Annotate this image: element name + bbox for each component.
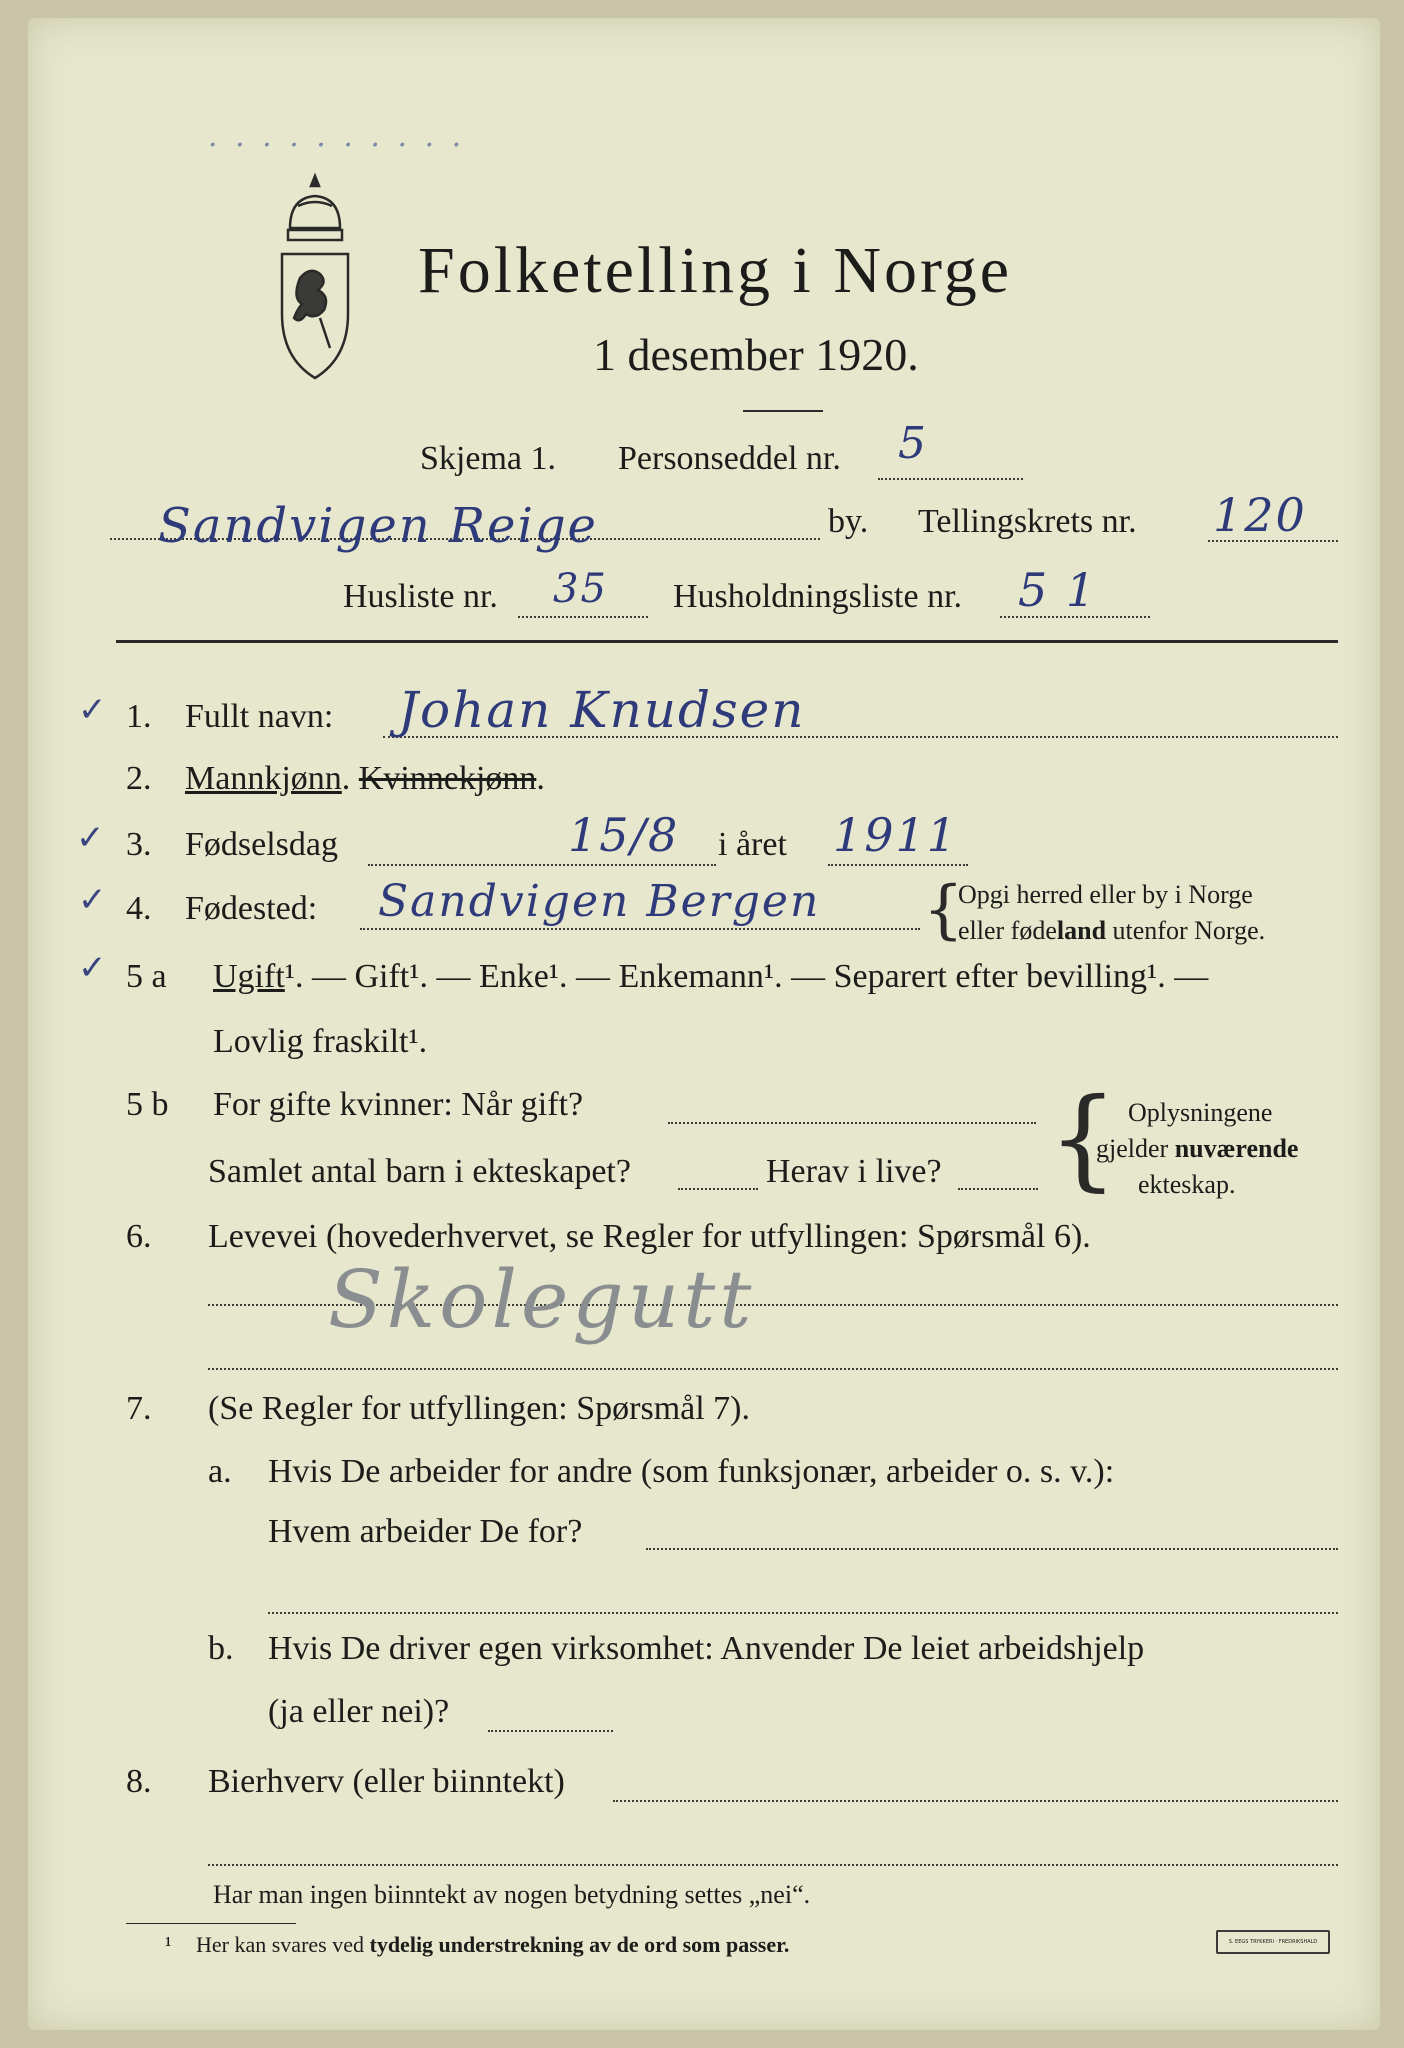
q3-year-field-line [828, 864, 968, 866]
footnote-text-a: Her kan svares ved [196, 1932, 370, 1957]
footer-note: Har man ingen biinntekt av nogen betydning settes „nei“. [213, 1880, 811, 1909]
q5b-married-field-line [668, 1122, 1036, 1124]
q8-number: 8. [126, 1763, 152, 1800]
q5b-note2-bold: nuværende [1174, 1134, 1299, 1163]
q3-number: 3. [126, 826, 152, 863]
q5a-marital-options [213, 958, 1208, 996]
q5b-brace: { [1048, 1074, 1118, 1202]
q7a-line2: Hvem arbeider De for? [268, 1513, 583, 1550]
q4-note-line2 [958, 916, 1265, 946]
q5b-alive-label: Herav i live? [766, 1153, 942, 1190]
q3-birthyear-value[interactable]: 1911 [833, 808, 959, 862]
q4-birthplace-value[interactable]: Sandvigen Bergen [378, 876, 821, 927]
q5b-line1: For gifte kvinner: Når gift? [213, 1086, 584, 1123]
q2-kvinne-option[interactable]: Kvinnekjønn [358, 760, 537, 797]
husholdning-value[interactable]: 5 1 [1018, 563, 1098, 617]
husliste-field-line [518, 616, 648, 618]
husholdning-label: Husholdningsliste nr. [673, 578, 963, 615]
by-label: by. [828, 503, 869, 540]
q6-number: 6. [126, 1218, 152, 1255]
q3-birthdate-value[interactable]: 15/8 [568, 808, 680, 862]
q5a-ugift-option[interactable]: Ugift [213, 958, 285, 995]
q3-year-label: i året [718, 826, 787, 863]
q7a-field-line-1 [646, 1548, 1338, 1550]
q8-field-line-2 [208, 1864, 1338, 1866]
q5b-children-field-line [678, 1188, 758, 1190]
printer-stamp: S. EEGS TRYKKERI · FREDRIKSHALD [1216, 1930, 1330, 1954]
q5b-note3: ekteskap. [1138, 1170, 1236, 1199]
footnote-number: ¹ [165, 1932, 172, 1957]
q2-mann-option[interactable]: Mannkjønn [185, 760, 342, 797]
q4-label: Fødested: [185, 890, 318, 927]
q2-separator: . [341, 760, 359, 797]
q7a-line1: Hvis De arbeider for andre (som funksjonær, arbeider o. s. v.): [268, 1453, 1115, 1490]
husliste-value[interactable]: 35 [553, 566, 608, 612]
q5b-alive-field-line [958, 1188, 1038, 1190]
q4-number: 4. [126, 890, 152, 927]
check-mark-q4: ✓ [78, 880, 107, 920]
q7b-field-line [488, 1730, 613, 1732]
q7a-letter: a. [208, 1453, 232, 1490]
q7-label: (Se Regler for utfyllingen: Spørsmål 7). [208, 1390, 751, 1427]
q2-number: 2. [126, 760, 152, 797]
census-date: 1 desember 1920. [593, 329, 919, 380]
q5b-note1: Oplysningene [1128, 1098, 1273, 1127]
q3-date-field-line [368, 864, 716, 866]
q7b-letter: b. [208, 1630, 234, 1667]
header-separator [116, 640, 1338, 643]
skjema-label: Skjema 1. [420, 440, 556, 477]
footnote-text [196, 1932, 789, 1958]
q7b-line2: (ja eller nei)? [268, 1693, 450, 1730]
q4-note-text-c: utenfor Norge. [1106, 916, 1266, 945]
q4-note-line1: Opgi herred eller by i Norge [958, 880, 1253, 909]
check-mark-q3: ✓ [76, 818, 105, 858]
q3-label: Fødselsdag [185, 826, 338, 863]
q4-note-text-a: eller føde [958, 916, 1057, 945]
q5b-children-label: Samlet antal barn i ekteskapet? [208, 1153, 631, 1190]
q4-field-line [360, 928, 920, 930]
footnote-rule [126, 1923, 296, 1924]
check-mark-q5a: ✓ [78, 948, 107, 988]
q5b-note2 [1096, 1134, 1298, 1164]
q6-label: Levevei (hovederhvervet, se Regler for utfyllingen: Spørsmål 6). [208, 1218, 1091, 1255]
by-value[interactable]: Sandvigen Reige [158, 498, 598, 554]
footnote-text-bold: tydelig understrekning av de ord som passer. [369, 1932, 790, 1957]
husliste-label: Husliste nr. [343, 578, 498, 615]
coat-of-arms-emblem [260, 168, 370, 398]
tellingskrets-label: Tellingskrets nr. [918, 503, 1137, 540]
q4-note-text-bold: land [1056, 916, 1107, 945]
q1-full-name-value[interactable]: Johan Knudsen [398, 681, 806, 739]
q6-field-line-2 [208, 1368, 1338, 1370]
q5a-number: 5 a [126, 958, 167, 995]
q8-field-line-1 [613, 1800, 1338, 1802]
personseddel-label: Personseddel nr. [618, 440, 841, 477]
q5a-other-options[interactable]: . — Gift¹. — Enke¹. — Enkemann¹. — Separert efter bevilling¹. — [294, 958, 1209, 995]
q5b-note2-text: gjelder [1096, 1134, 1175, 1163]
q2-end: . [536, 760, 545, 797]
title-rule [743, 410, 823, 412]
q8-label: Bierhverv (eller biinntekt) [208, 1763, 565, 1800]
personseddel-value[interactable]: 5 [898, 418, 928, 469]
q5a-line2[interactable]: Lovlig fraskilt¹. [213, 1023, 428, 1060]
q6-occupation-value[interactable]: Skolegutt [328, 1253, 756, 1346]
personseddel-field-line [878, 478, 1023, 480]
q5a-sup: ¹ [284, 958, 295, 995]
q2-sex-options [185, 760, 545, 798]
q5b-number: 5 b [126, 1086, 169, 1123]
q1-label: Fullt navn: [185, 698, 334, 735]
q7-number: 7. [126, 1390, 152, 1427]
tellingskrets-value[interactable]: 120 [1213, 488, 1307, 542]
q1-number: 1. [126, 698, 152, 735]
pencil-scribble: · · · · · · · · · · [208, 128, 466, 163]
q7b-line1: Hvis De driver egen virksomhet: Anvender De leiet arbeidshjelp [268, 1630, 1145, 1667]
form-title: Folketelling i Norge [418, 234, 1013, 307]
census-form-page [28, 18, 1380, 2030]
q4-brace: { [923, 873, 964, 947]
q7a-field-line-2 [268, 1612, 1338, 1614]
check-mark-q1: ✓ [78, 690, 107, 730]
